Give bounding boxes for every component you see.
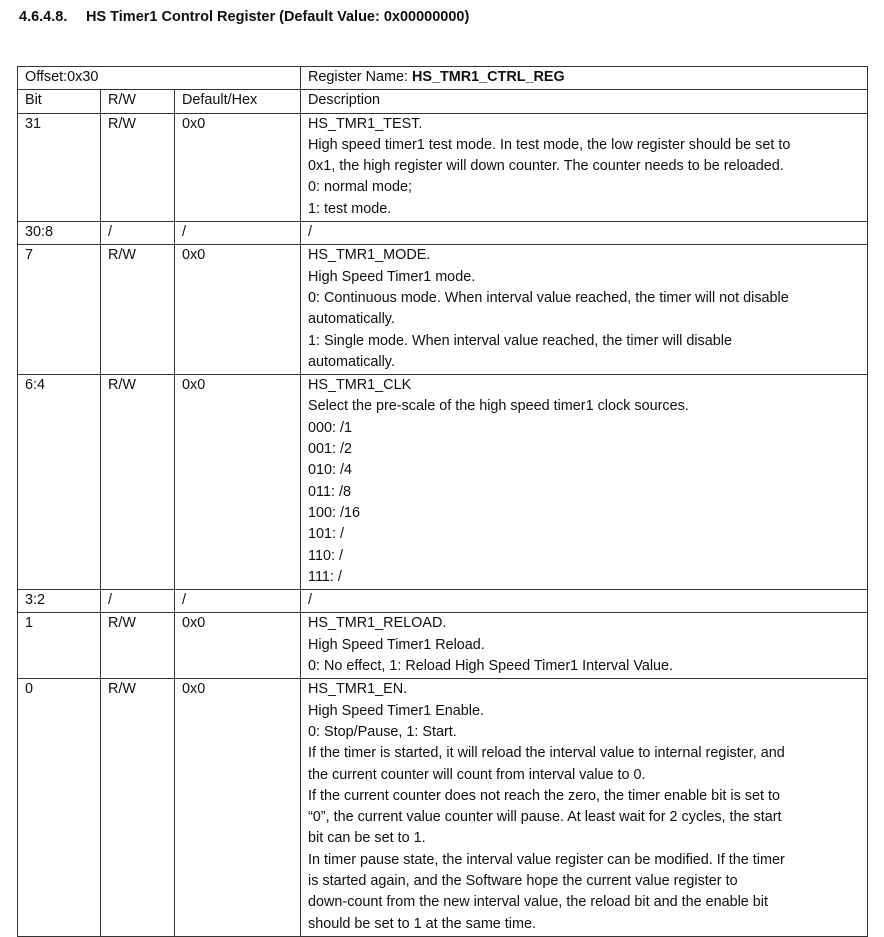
- description-line: 111: /: [308, 568, 342, 585]
- table-row: [18, 375, 868, 590]
- description-line: 110: /: [308, 547, 343, 564]
- column-header-description: Description: [301, 90, 868, 113]
- default-cell: 0x0: [175, 375, 301, 590]
- description-cell: [301, 590, 868, 613]
- register-name-cell: [301, 67, 868, 90]
- field-name: /: [308, 592, 313, 609]
- bit-cell: 30:8: [18, 222, 101, 245]
- description-line: automatically.: [308, 311, 395, 328]
- description-line: 101: /: [308, 526, 345, 543]
- register-table: [17, 66, 868, 937]
- section-title: HS Timer1 Control Register (Default Value: 0x00000000): [86, 9, 470, 25]
- description-cell: [301, 613, 868, 679]
- column-header-default: Default/Hex: [175, 90, 301, 113]
- table-row: [18, 222, 868, 245]
- description-line: If the current counter does not reach the zero, the timer enable bit is set to: [308, 787, 780, 804]
- bit-cell: 7: [18, 245, 101, 375]
- field-name: HS_TMR1_MODE.: [308, 247, 431, 264]
- register-header-row: [18, 67, 868, 90]
- description-cell: [301, 679, 868, 937]
- field-name: HS_TMR1_RELOAD.: [308, 615, 447, 632]
- section-heading: [19, 9, 469, 25]
- default-cell: /: [175, 222, 301, 245]
- offset-cell: Offset:0x30: [18, 67, 301, 90]
- description-line: bit can be set to 1.: [308, 830, 426, 847]
- description-line: 1: Single mode. When interval value reached, the timer will disable: [308, 332, 732, 349]
- description-line: down-count from the new interval value, the reload bit and the enable bit: [308, 894, 769, 911]
- bit-cell: 31: [18, 113, 101, 221]
- description-line: 001: /2: [308, 441, 353, 458]
- column-header-rw: R/W: [101, 90, 175, 113]
- description-line: 0: Stop/Pause, 1: Start.: [308, 723, 457, 740]
- default-cell: 0x0: [175, 245, 301, 375]
- rw-cell: R/W: [101, 113, 175, 221]
- description-line: is started again, and the Software hope the current value register to: [308, 872, 738, 889]
- rw-cell: /: [101, 222, 175, 245]
- description-line: 010: /4: [308, 462, 353, 479]
- bit-cell: 6:4: [18, 375, 101, 590]
- description-line: High Speed Timer1 Reload.: [308, 636, 485, 653]
- description-line: 100: /16: [308, 504, 361, 521]
- description-line: the current counter will count from interval value to 0.: [308, 766, 646, 783]
- description-line: 000: /1: [308, 419, 353, 436]
- description-line: should be set to 1 at the same time.: [308, 915, 536, 932]
- description-line: High speed timer1 test mode. In test mode, the low register should be set to: [308, 136, 791, 153]
- column-header-bit: Bit: [18, 90, 101, 113]
- description-line: In timer pause state, the interval value register can be modified. If the timer: [308, 851, 785, 868]
- section-number: 4.6.4.8.: [19, 9, 68, 25]
- rw-cell: R/W: [101, 245, 175, 375]
- field-name: HS_TMR1_EN.: [308, 681, 408, 698]
- description-line: 011: /8: [308, 483, 351, 500]
- table-row: [18, 590, 868, 613]
- default-cell: 0x0: [175, 679, 301, 937]
- table-row: [18, 679, 868, 937]
- description-line: 1: test mode.: [308, 200, 392, 217]
- description-line: 0x1, the high register will down counter. The counter needs to be reloaded.: [308, 158, 784, 175]
- rw-cell: /: [101, 590, 175, 613]
- table-row: [18, 613, 868, 679]
- description-cell: [301, 222, 868, 245]
- field-name: /: [308, 224, 313, 241]
- description-line: 0: Continuous mode. When interval value reached, the timer will not disable: [308, 289, 789, 306]
- description-line: 0: No effect, 1: Reload High Speed Timer1 Interval Value.: [308, 658, 674, 675]
- description-line: High Speed Timer1 Enable.: [308, 702, 485, 719]
- register-name: HS_TMR1_CTRL_REG: [411, 69, 565, 85]
- bit-cell: 3:2: [18, 590, 101, 613]
- description-cell: [301, 245, 868, 375]
- column-header-row: [18, 90, 868, 113]
- description-cell: [301, 375, 868, 590]
- default-cell: /: [175, 590, 301, 613]
- rw-cell: R/W: [101, 679, 175, 937]
- description-line: 0: normal mode;: [308, 179, 412, 196]
- field-name: HS_TMR1_TEST.: [308, 115, 423, 132]
- register-name-prefix: Register Name:: [308, 69, 412, 85]
- description-line: High Speed Timer1 mode.: [308, 268, 476, 285]
- table-row: [18, 113, 868, 221]
- bit-cell: 1: [18, 613, 101, 679]
- field-name: HS_TMR1_CLK: [308, 377, 412, 394]
- bit-cell: 0: [18, 679, 101, 937]
- rw-cell: R/W: [101, 613, 175, 679]
- description-line: automatically.: [308, 353, 395, 370]
- default-cell: 0x0: [175, 613, 301, 679]
- rw-cell: R/W: [101, 375, 175, 590]
- table-row: [18, 245, 868, 375]
- default-cell: 0x0: [175, 113, 301, 221]
- description-cell: [301, 113, 868, 221]
- description-line: Select the pre-scale of the high speed timer1 clock sources.: [308, 398, 689, 415]
- description-line: If the timer is started, it will reload the interval value to internal register, and: [308, 745, 785, 762]
- description-line: “0”, the current value counter will pause. At least wait for 2 cycles, the start: [308, 809, 782, 826]
